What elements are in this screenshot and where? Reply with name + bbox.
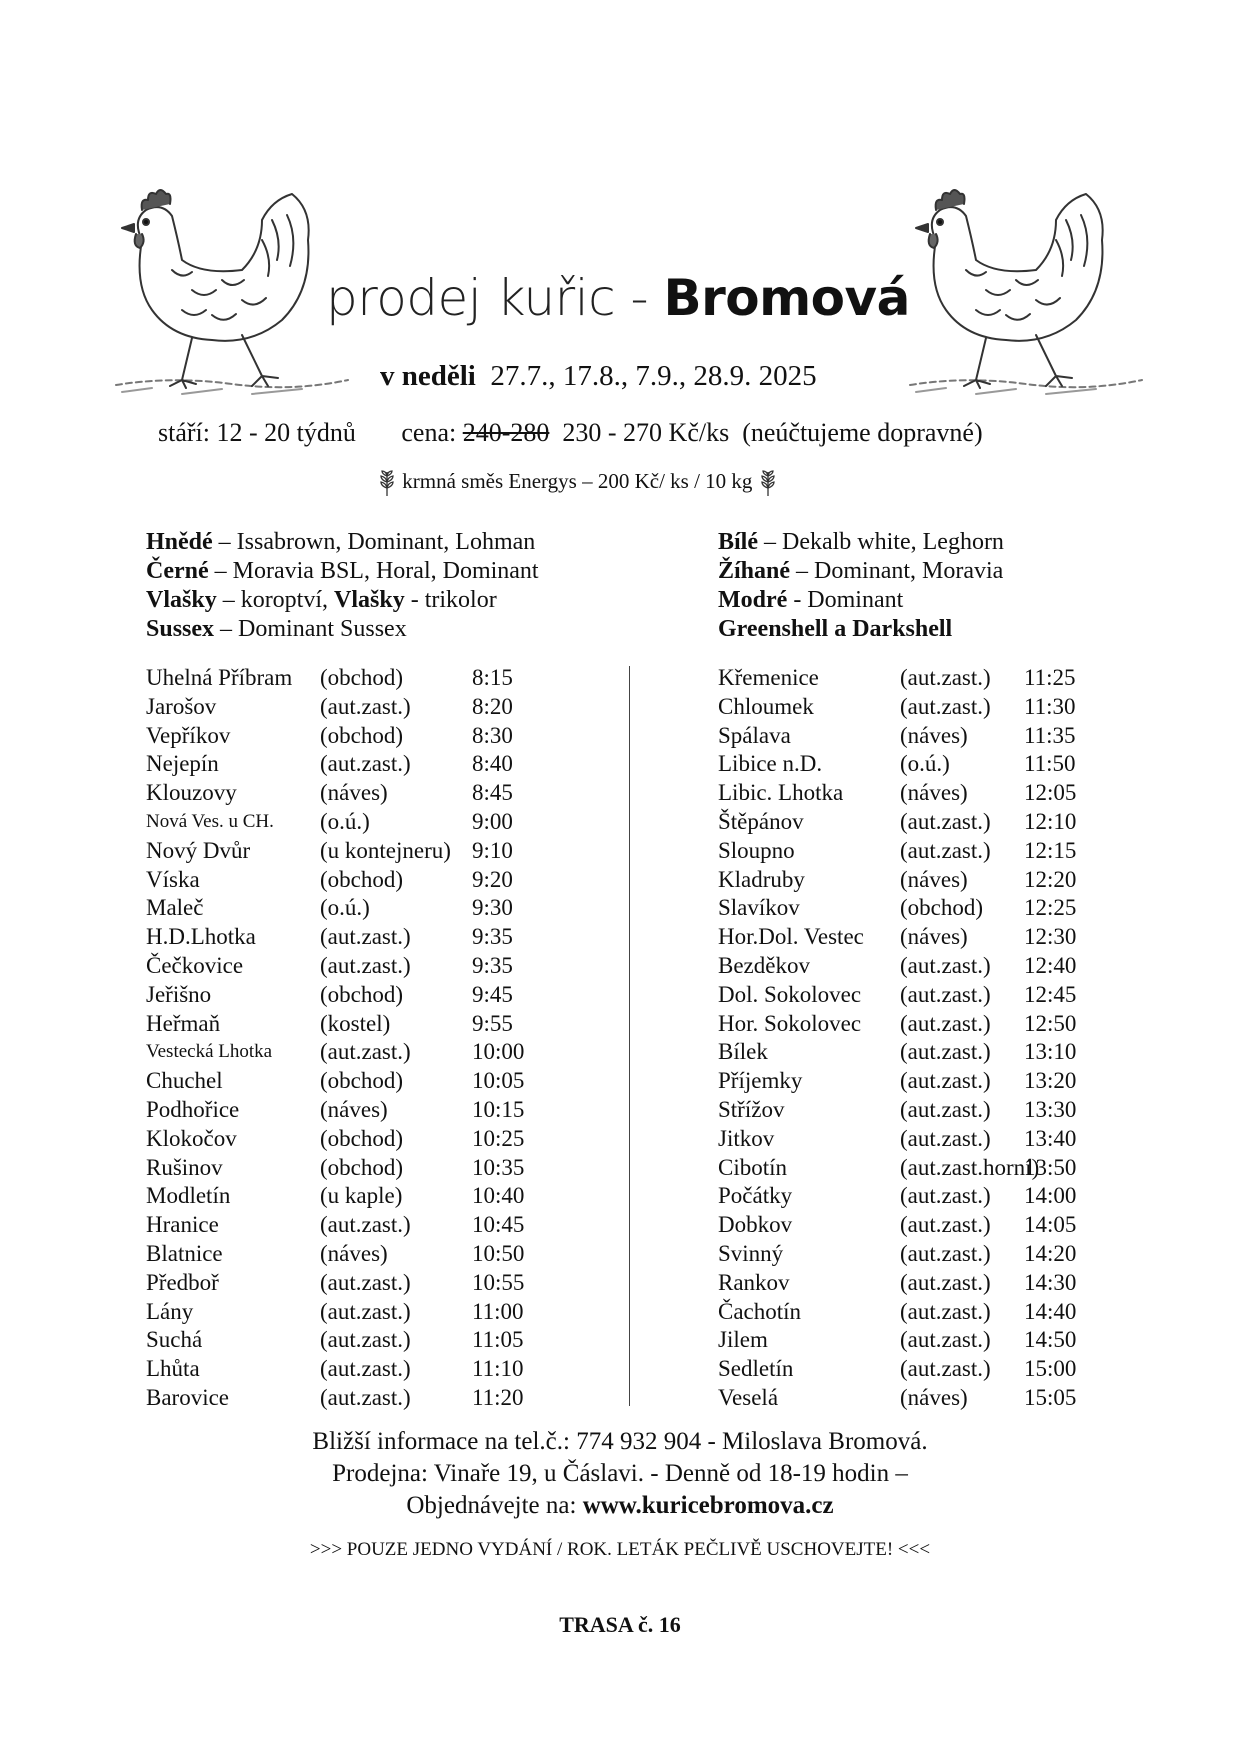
- breed-names: – koroptví,: [216, 587, 335, 613]
- stop-place: Jarošov: [146, 693, 217, 719]
- stop-location: (aut.zast.): [320, 693, 411, 719]
- breeds-list-right: [718, 528, 1138, 644]
- stop-location: (aut.zast.): [900, 1327, 991, 1353]
- breed-names: - Dominant: [787, 587, 904, 613]
- stop-place: Nový Dvůr: [146, 837, 251, 863]
- stop-place: Čachotín: [718, 1298, 802, 1324]
- stop-place: Hranice: [146, 1212, 219, 1238]
- stop-place: Nejepín: [146, 751, 219, 777]
- stop-place: Podhořice: [146, 1096, 240, 1122]
- stop-place: Cibotín: [718, 1154, 788, 1180]
- route-number: TRASA č. 16: [559, 1612, 681, 1637]
- schedule-row: [146, 981, 546, 1010]
- website-link[interactable]: www.kuricebromova.cz: [582, 1492, 834, 1519]
- order-info: [0, 1490, 1240, 1522]
- stop-location: (aut.zast.): [320, 924, 411, 950]
- stop-time: 13:10: [1024, 1039, 1077, 1065]
- stop-time: 9:10: [472, 837, 513, 863]
- stop-location: (aut.zast.): [320, 1356, 411, 1382]
- stop-location: (obchod): [320, 1068, 404, 1094]
- schedule-row: [718, 779, 1098, 808]
- stop-place: Hor. Sokolovec: [718, 1010, 862, 1036]
- stop-place: Hor.Dol. Vestec: [718, 924, 864, 950]
- stop-location: (u kaple): [320, 1183, 403, 1209]
- stop-time: 11:10: [472, 1356, 524, 1382]
- stop-location: (aut.zast.): [900, 1096, 991, 1122]
- schedule-row: [718, 1125, 1098, 1154]
- schedule-row: [718, 664, 1098, 693]
- breed-names: – Issabrown, Dominant, Lohman: [212, 529, 536, 555]
- stop-place: Libice n.D.: [718, 751, 823, 777]
- stop-time: 14:00: [1024, 1183, 1077, 1209]
- stop-location: (náves): [900, 924, 968, 950]
- dates-list: 27.7., 17.8., 7.9., 28.9. 2025: [490, 360, 817, 392]
- stop-place: Suchá: [146, 1327, 203, 1353]
- schedule-row: [146, 750, 546, 779]
- schedule-row: [718, 1211, 1098, 1240]
- breed-names: - trikolor: [404, 587, 497, 613]
- stop-time: 10:35: [472, 1154, 525, 1180]
- stop-location: (o.ú.): [320, 895, 370, 921]
- stop-location: (aut.zast.): [900, 1269, 991, 1295]
- stop-location: (aut.zast.): [900, 1212, 991, 1238]
- stop-time: 9:35: [472, 952, 513, 978]
- schedule-row: [718, 1182, 1098, 1211]
- stop-time: 10:15: [472, 1096, 525, 1122]
- stop-location: (obchod): [320, 866, 404, 892]
- schedule-row: [146, 1010, 546, 1039]
- stop-place: Chloumek: [718, 693, 814, 719]
- stop-place: Chuchel: [146, 1068, 223, 1094]
- schedule-row: [146, 837, 546, 866]
- age-label: stáří: 12 - 20 týdnů: [158, 418, 356, 447]
- stop-time: 14:20: [1024, 1240, 1077, 1266]
- stop-location: (aut.zast.): [900, 1068, 991, 1094]
- notice: >>> POUZE JEDNO VYDÁNÍ / ROK. LETÁK PEČLIVĚ USCHOVEJTE! <<<: [309, 1539, 931, 1560]
- schedule-row: [146, 923, 546, 952]
- breed-line: [718, 528, 1138, 557]
- stop-location: (aut.zast.): [320, 1269, 411, 1295]
- price-note: (neúčtujeme dopravné): [742, 418, 983, 447]
- stop-time: 14:50: [1024, 1327, 1077, 1353]
- stop-location: (aut.zast.): [900, 1125, 991, 1151]
- stop-time: 9:30: [472, 895, 513, 921]
- stop-place: Střížov: [718, 1096, 785, 1122]
- stop-time: 11:05: [472, 1327, 524, 1353]
- stop-time: 12:15: [1024, 837, 1077, 863]
- schedule-row: [146, 779, 546, 808]
- stop-time: 14:30: [1024, 1269, 1077, 1295]
- stop-place: Víska: [146, 866, 200, 892]
- stop-place: Jilem: [718, 1327, 768, 1353]
- breed-line: [718, 615, 1138, 644]
- column-divider: [629, 666, 630, 1406]
- stop-location: (o.ú.): [320, 808, 370, 834]
- dates-prefix: v neděli: [380, 360, 476, 392]
- stop-place: Počátky: [718, 1183, 793, 1209]
- stop-location: (obchod): [320, 981, 404, 1007]
- schedule-row: [718, 952, 1098, 981]
- schedule-row: [146, 1355, 546, 1384]
- feed-offer: [377, 466, 877, 498]
- stop-place: Svinný: [718, 1240, 784, 1266]
- stop-location: (náves): [900, 722, 968, 748]
- breed-names: – Moravia BSL, Horal, Dominant: [208, 558, 539, 584]
- stop-location: (u kontejneru): [320, 837, 451, 863]
- stop-location: (aut.zast.): [900, 837, 991, 863]
- schedule-row: [146, 1096, 546, 1125]
- stop-place: Bezděkov: [718, 952, 810, 978]
- stop-place: Dol. Sokolovec: [718, 981, 862, 1007]
- stop-place: Příjemky: [718, 1068, 803, 1094]
- stop-location: (aut.zast.): [320, 1212, 411, 1238]
- stop-place: Čečkovice: [146, 952, 244, 978]
- breed-names: – Dominant Sussex: [214, 616, 407, 642]
- stop-time: 13:40: [1024, 1125, 1077, 1151]
- stop-location: (aut.zast.): [900, 1183, 991, 1209]
- stop-time: 10:40: [472, 1183, 525, 1209]
- stop-location: (aut.zast.): [320, 751, 411, 777]
- schedule-row: [146, 952, 546, 981]
- stop-location: (náves): [900, 866, 968, 892]
- hen-icon: [112, 180, 352, 400]
- stop-time: 12:10: [1024, 808, 1077, 834]
- schedule-row: [718, 866, 1098, 895]
- stop-place: Jitkov: [718, 1125, 775, 1151]
- schedule-row: [146, 1298, 546, 1327]
- stop-place: Slavíkov: [718, 895, 800, 921]
- stop-place: Rušinov: [146, 1154, 223, 1180]
- stop-time: 11:35: [1024, 722, 1076, 748]
- schedule-row: [718, 750, 1098, 779]
- schedule-row: [146, 1211, 546, 1240]
- stop-place: Sloupno: [718, 837, 795, 863]
- stop-place: Kladruby: [718, 866, 805, 892]
- schedule-row: [146, 1326, 546, 1355]
- schedule-row: [718, 693, 1098, 722]
- schedule-row: [718, 1326, 1098, 1355]
- breed-color: Greenshell a Darkshell: [718, 616, 953, 642]
- schedule-row: [146, 664, 546, 693]
- stop-location: (aut.zast.): [900, 1298, 991, 1324]
- schedule-row: [146, 866, 546, 895]
- schedule-row: [718, 1269, 1098, 1298]
- schedule-row: [718, 1096, 1098, 1125]
- breed-color: Vlašky: [334, 587, 405, 613]
- stop-location: (aut.zast.): [900, 1240, 991, 1266]
- stop-time: 9:20: [472, 866, 513, 892]
- stop-time: 14:40: [1024, 1298, 1077, 1324]
- stop-location: (aut.zast.): [900, 1356, 991, 1382]
- schedule-row: [718, 1154, 1098, 1183]
- stop-time: 12:30: [1024, 924, 1077, 950]
- stop-place: Bílek: [718, 1039, 768, 1065]
- breeds-list-left: [146, 528, 666, 644]
- schedule-row: [146, 808, 546, 837]
- stop-time: 10:50: [472, 1240, 525, 1266]
- stop-time: 12:45: [1024, 981, 1077, 1007]
- stop-time: 10:00: [472, 1039, 525, 1065]
- breed-line: [718, 586, 1138, 615]
- schedule-row: [146, 1269, 546, 1298]
- schedule-row: [718, 1038, 1098, 1067]
- breed-line: [146, 557, 666, 586]
- stop-location: (aut.zast.): [900, 1039, 991, 1065]
- stop-time: 11:25: [1024, 665, 1076, 690]
- stop-time: 11:20: [472, 1384, 524, 1410]
- price-old: 240-280: [462, 418, 550, 447]
- stop-location: (obchod): [320, 722, 404, 748]
- title-prefix: prodej kuřic -: [326, 269, 664, 327]
- stop-time: 11:00: [472, 1298, 524, 1324]
- stop-location: (obchod): [320, 1154, 404, 1180]
- stop-location: (náves): [900, 780, 968, 806]
- schedule-row: [718, 1067, 1098, 1096]
- schedule-row: [718, 808, 1098, 837]
- stop-place: Lhůta: [146, 1356, 200, 1382]
- stop-time: 12:50: [1024, 1010, 1077, 1036]
- shop-info: Prodejna: Vinaře 19, u Čáslavi. - Denně od 18-19 hodin –: [332, 1460, 908, 1487]
- stop-location: (aut.zast.): [900, 808, 991, 834]
- breed-color: Sussex: [146, 616, 215, 642]
- breed-color: Hnědé: [146, 529, 213, 555]
- stop-place: Klokočov: [146, 1125, 237, 1151]
- stop-location: (aut.zast.): [320, 1384, 411, 1410]
- stop-location: (aut.zast.): [320, 1039, 411, 1065]
- stop-place: Vestecká Lhotka: [146, 1041, 273, 1063]
- breed-color: Modré: [718, 587, 788, 613]
- schedule-row: [718, 894, 1098, 923]
- page-title: [326, 268, 926, 328]
- schedule-row: [146, 1067, 546, 1096]
- stop-place: Štěpánov: [718, 808, 804, 834]
- breed-names: – Dekalb white, Leghorn: [758, 529, 1004, 555]
- schedule-row: [146, 1038, 546, 1067]
- stop-time: 9:55: [472, 1010, 513, 1036]
- feed-text: krmná směs Energys – 200 Kč/ ks / 10 kg: [402, 469, 753, 493]
- stop-time: 8:45: [472, 780, 513, 806]
- stop-time: 10:25: [472, 1125, 525, 1151]
- stop-time: 10:55: [472, 1269, 525, 1295]
- stop-place: Předboř: [146, 1269, 219, 1295]
- stop-location: (obchod): [320, 665, 404, 690]
- order-prefix: Objednávejte na:: [406, 1492, 583, 1519]
- stop-place: Heřmaň: [146, 1010, 221, 1036]
- stop-time: 13:20: [1024, 1068, 1077, 1094]
- stop-time: 12:05: [1024, 780, 1077, 806]
- stop-place: H.D.Lhotka: [146, 924, 256, 950]
- schedule-row: [718, 1384, 1098, 1413]
- stop-place: Uhelná Příbram: [146, 665, 293, 690]
- stop-location: (aut.zast.): [900, 952, 991, 978]
- breed-line: [146, 586, 666, 615]
- stop-place: Spálava: [718, 722, 791, 748]
- stop-location: (aut.zast.horní): [900, 1154, 1040, 1180]
- wheat-icon: [377, 468, 397, 498]
- breed-names: – Dominant, Moravia: [790, 558, 1004, 584]
- stop-location: (aut.zast.): [320, 952, 411, 978]
- stop-location: (náves): [320, 1096, 388, 1122]
- stop-place: Barovice: [146, 1384, 230, 1410]
- stop-location: (aut.zast.): [900, 1010, 991, 1036]
- stop-location: (aut.zast.): [900, 693, 991, 719]
- breed-line: [146, 528, 666, 557]
- stop-location: (aut.zast.): [320, 1327, 411, 1353]
- stop-time: 11:30: [1024, 693, 1076, 719]
- schedule-right: [718, 664, 1098, 1413]
- stop-location: (náves): [900, 1384, 968, 1410]
- stop-time: 10:45: [472, 1212, 525, 1238]
- stop-place: Blatnice: [146, 1240, 223, 1266]
- stop-location: (náves): [320, 780, 388, 806]
- schedule-row: [146, 1154, 546, 1183]
- schedule-row: [146, 1125, 546, 1154]
- schedule-row: [146, 693, 546, 722]
- stop-time: 15:05: [1024, 1384, 1077, 1410]
- stop-time: 12:40: [1024, 952, 1077, 978]
- stop-time: 13:30: [1024, 1096, 1077, 1122]
- stop-time: 10:05: [472, 1068, 525, 1094]
- stop-place: Libic. Lhotka: [718, 780, 844, 806]
- stop-place: Modletín: [146, 1183, 231, 1209]
- stop-location: (obchod): [320, 1125, 404, 1151]
- age-price-line: [158, 416, 1108, 450]
- wheat-icon: [758, 468, 778, 498]
- schedule-row: [146, 1240, 546, 1269]
- stop-location: (aut.zast.): [900, 665, 991, 690]
- stop-time: 8:40: [472, 751, 513, 777]
- schedule-left: [146, 664, 546, 1413]
- stop-time: 9:35: [472, 924, 513, 950]
- schedule-row: [718, 722, 1098, 751]
- stop-place: Nová Ves. u CH.: [146, 810, 274, 832]
- stop-location: (aut.zast.): [900, 981, 991, 1007]
- stop-place: Maleč: [146, 895, 204, 921]
- stop-time: 13:50: [1024, 1154, 1077, 1180]
- stop-place: Jeřišno: [146, 981, 212, 1007]
- stop-time: 11:50: [1024, 751, 1076, 777]
- stop-time: 8:20: [472, 693, 513, 719]
- breed-color: Žíhané: [718, 558, 791, 584]
- schedule-row: [146, 1182, 546, 1211]
- schedule-row: [718, 923, 1098, 952]
- schedule-row: [146, 722, 546, 751]
- stop-place: Vepříkov: [146, 722, 231, 748]
- price-new: 230 - 270 Kč/ks: [562, 418, 730, 447]
- contact-info: Bližší informace na tel.č.: 774 932 904 - Miloslava Bromová.: [312, 1428, 928, 1455]
- stop-place: Veselá: [718, 1384, 779, 1410]
- stop-time: 14:05: [1024, 1212, 1077, 1238]
- hen-icon: [906, 180, 1146, 400]
- stop-location: (náves): [320, 1240, 388, 1266]
- schedule-row: [146, 1384, 546, 1413]
- stop-place: Lány: [146, 1298, 194, 1324]
- stop-time: 12:25: [1024, 895, 1077, 921]
- title-name: Bromová: [663, 269, 910, 327]
- stop-time: 15:00: [1024, 1356, 1077, 1382]
- stop-place: Sedletín: [718, 1356, 794, 1382]
- sale-dates: [380, 358, 900, 394]
- schedule-row: [146, 894, 546, 923]
- stop-place: Dobkov: [718, 1212, 793, 1238]
- schedule-row: [718, 837, 1098, 866]
- schedule-row: [718, 1298, 1098, 1327]
- stop-time: 8:15: [472, 665, 513, 690]
- breed-color: Černé: [146, 558, 209, 584]
- stop-location: (obchod): [900, 895, 984, 921]
- schedule-row: [718, 1010, 1098, 1039]
- stop-time: 9:00: [472, 808, 513, 834]
- stop-place: Klouzovy: [146, 780, 237, 806]
- stop-location: (kostel): [320, 1010, 391, 1036]
- schedule-row: [718, 1240, 1098, 1269]
- price-label: cena:: [401, 418, 457, 447]
- stop-place: Rankov: [718, 1269, 790, 1295]
- stop-place: Křemenice: [718, 665, 819, 690]
- schedule-row: [718, 1355, 1098, 1384]
- stop-location: (aut.zast.): [320, 1298, 411, 1324]
- breed-color: Vlašky: [146, 587, 217, 613]
- breed-line: [718, 557, 1138, 586]
- stop-location: (o.ú.): [900, 751, 950, 777]
- stop-time: 9:45: [472, 981, 513, 1007]
- stop-time: 12:20: [1024, 866, 1077, 892]
- breed-color: Bílé: [718, 529, 758, 555]
- breed-line: [146, 615, 666, 644]
- schedule-row: [718, 981, 1098, 1010]
- stop-time: 8:30: [472, 722, 513, 748]
